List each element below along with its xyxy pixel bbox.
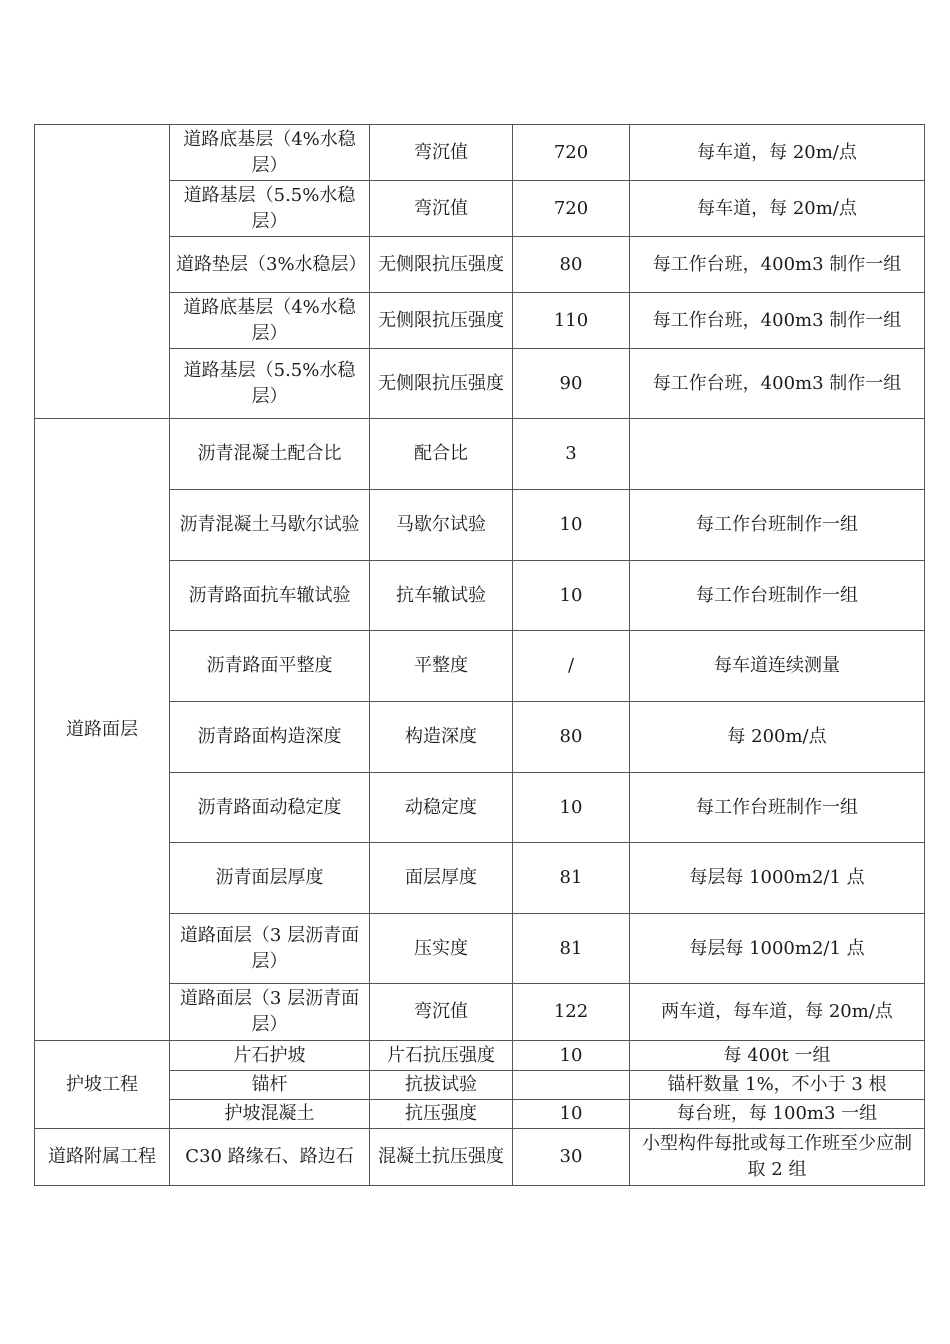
item-cell: 沥青混凝土马歇尔试验 [170,490,370,561]
inspection-table [34,124,925,1186]
count-cell: 80 [513,237,630,293]
count-cell: 10 [513,773,630,843]
count-cell: 720 [513,125,630,181]
count-cell: 10 [513,1041,630,1071]
item-cell: 道路面层（3 层沥青面层） [170,914,370,984]
test-cell: 面层厚度 [370,843,513,914]
test-cell: 混凝土抗压强度 [370,1129,513,1186]
frequency-cell: 每 200m/点 [630,702,925,773]
item-cell: 片石护坡 [170,1041,370,1071]
test-cell: 无侧限抗压强度 [370,293,513,349]
item-cell: 锚杆 [170,1071,370,1100]
frequency-cell: 小型构件每批或每工作班至少应制取 2 组 [630,1129,925,1186]
item-cell: 沥青路面平整度 [170,631,370,702]
test-cell: 抗车辙试验 [370,561,513,631]
frequency-cell: 每台班，每 100m3 一组 [630,1100,925,1129]
item-cell: 道路垫层（3%水稳层） [170,237,370,293]
frequency-cell: 每工作台班制作一组 [630,561,925,631]
count-cell: 122 [513,984,630,1041]
frequency-cell: 每工作台班，400m3 制作一组 [630,237,925,293]
test-cell: 动稳定度 [370,773,513,843]
frequency-cell: 每车道连续测量 [630,631,925,702]
item-cell: 道路底基层（4%水稳层） [170,125,370,181]
frequency-cell: 锚杆数量 1%，不小于 3 根 [630,1071,925,1100]
test-cell: 无侧限抗压强度 [370,237,513,293]
frequency-cell: 每工作台班，400m3 制作一组 [630,349,925,419]
category-cell [35,125,170,419]
test-cell: 配合比 [370,419,513,490]
test-cell: 片石抗压强度 [370,1041,513,1071]
count-cell: 10 [513,1100,630,1129]
count-cell: 81 [513,914,630,984]
frequency-cell: 两车道，每车道，每 20m/点 [630,984,925,1041]
test-cell: 平整度 [370,631,513,702]
item-cell: 道路基层（5.5%水稳层） [170,349,370,419]
item-cell: 沥青混凝土配合比 [170,419,370,490]
test-cell: 抗拔试验 [370,1071,513,1100]
test-cell: 抗压强度 [370,1100,513,1129]
item-cell: 道路基层（5.5%水稳层） [170,181,370,237]
test-cell: 无侧限抗压强度 [370,349,513,419]
count-cell: 110 [513,293,630,349]
item-cell: C30 路缘石、路边石 [170,1129,370,1186]
item-cell: 沥青面层厚度 [170,843,370,914]
item-cell: 沥青路面动稳定度 [170,773,370,843]
item-cell: 沥青路面抗车辙试验 [170,561,370,631]
count-cell: 10 [513,490,630,561]
count-cell: / [513,631,630,702]
frequency-cell: 每 400t 一组 [630,1041,925,1071]
category-cell: 护坡工程 [35,1041,170,1129]
test-cell: 弯沉值 [370,181,513,237]
frequency-cell: 每车道，每 20m/点 [630,125,925,181]
count-cell: 30 [513,1129,630,1186]
frequency-cell: 每工作台班制作一组 [630,490,925,561]
item-cell: 道路面层（3 层沥青面层） [170,984,370,1041]
count-cell: 10 [513,561,630,631]
count-cell: 80 [513,702,630,773]
table-row [35,419,925,490]
item-cell: 道路底基层（4%水稳层） [170,293,370,349]
table-row [35,1129,925,1186]
category-cell: 道路附属工程 [35,1129,170,1186]
test-cell: 马歇尔试验 [370,490,513,561]
category-cell: 道路面层 [35,419,170,1041]
frequency-cell: 每层每 1000m2/1 点 [630,843,925,914]
frequency-cell: 每车道，每 20m/点 [630,181,925,237]
count-cell: 81 [513,843,630,914]
frequency-cell: 每工作台班，400m3 制作一组 [630,293,925,349]
test-cell: 弯沉值 [370,125,513,181]
table-row [35,125,925,181]
count-cell [513,1071,630,1100]
item-cell: 护坡混凝土 [170,1100,370,1129]
frequency-cell [630,419,925,490]
count-cell: 3 [513,419,630,490]
test-cell: 弯沉值 [370,984,513,1041]
frequency-cell: 每层每 1000m2/1 点 [630,914,925,984]
test-cell: 压实度 [370,914,513,984]
test-cell: 构造深度 [370,702,513,773]
count-cell: 720 [513,181,630,237]
item-cell: 沥青路面构造深度 [170,702,370,773]
table-row [35,1041,925,1071]
count-cell: 90 [513,349,630,419]
frequency-cell: 每工作台班制作一组 [630,773,925,843]
